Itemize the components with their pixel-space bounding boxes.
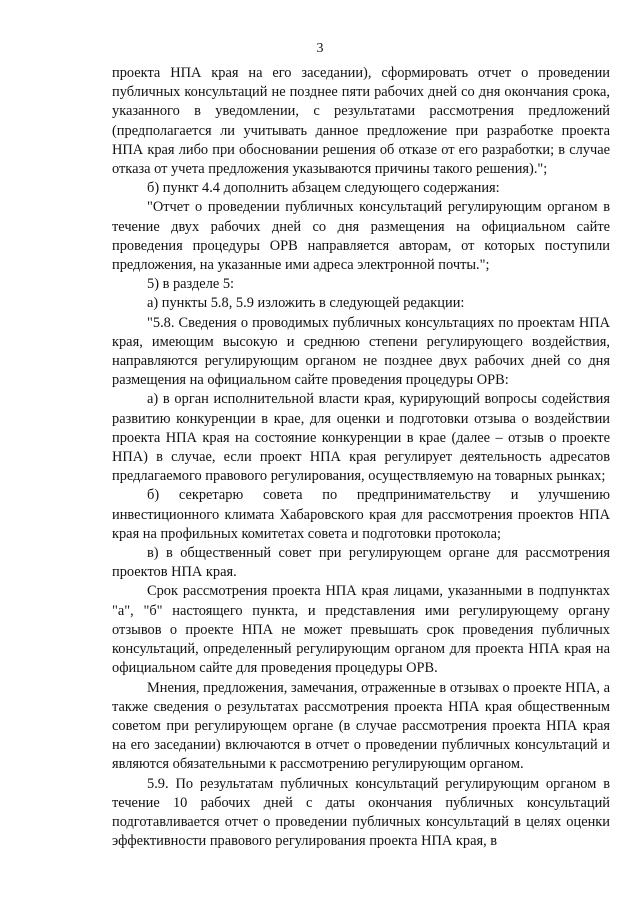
- paragraph-11: Мнения, предложения, замечания, отраженные в отзывах о проекте НПА, а также сведения о результатах рассмотрения проекта НПА края общественным советом при регулирующем органе (в случае рассмотрения проекта НПА края на его заседании) включаются в отчет о проведении публичных консультаций и являются обязательными к рассмотрению регулирующим органом.: [112, 679, 610, 773]
- paragraph-12: 5.9. По результатам публичных консультаций регулирующим органом в течение 10 рабочих дней с даты окончания публичных консультаций подготавливается отчет о проведении публичных консультаций в целях оценки эффективности правового регулирования проекта НПА края, в: [112, 775, 610, 850]
- paragraph-4: 5) в разделе 5:: [147, 276, 235, 293]
- paragraph-6: "5.8. Сведения о проводимых публичных консультациях по проектам НПА края, имеющим высокую и среднюю степени регулирующего воздействия, направляются регулирующим органом не позднее двух рабочих дней со дня размещения на официальном сайте проведения процедуры ОРВ:: [112, 314, 610, 389]
- paragraph-2: б) пункт 4.4 дополнить абзацем следующего содержания:: [147, 180, 500, 197]
- paragraph-8: б) секретарю совета по предпринимательству и улучшению инвестиционного климата Хабаровского края для рассмотрения проектов НПА края на профильных комитетах совета и подготовки протокола;: [112, 487, 610, 542]
- paragraph-5: а) пункты 5.8, 5.9 изложить в следующей редакции:: [147, 295, 465, 312]
- paragraph-7: а) в орган исполнительной власти края, курирующий вопросы содействия развитию конкуренции в крае, для оценки и подготовки отзыва о воздействии проекта НПА края на состояние конкуренции в крае (далее – отзыв о проекте НПА) в случае, если проект НПА края регулирует деятельность адресатов предлагаемого правового регулирования, осуществляемую на товарных рынках;: [112, 391, 610, 485]
- paragraph-9: в) в общественный совет при регулирующем органе для рассмотрения проектов НПА края.: [112, 545, 610, 581]
- paragraph-3: "Отчет о проведении публичных консультаций регулирующим органом в течение двух рабочих дней со дня размещения на официальном сайте проведения процедуры ОРВ направляется авторам, от которых поступили предложения, на указанные ими адреса электронной почты.";: [112, 199, 610, 274]
- paragraph-10: Срок рассмотрения проекта НПА края лицами, указанными в подпунктах "а", "б" настоящего пункта, и представления ими регулирующему органу отзывов о проекте НПА не может превышать срок проведения публичных консультаций, определенный регулирующим органом для проекта НПА края на официальном сайте для проведения процедуры ОРВ.: [112, 583, 610, 677]
- document-body: [112, 64, 610, 851]
- page-number: 3: [316, 41, 324, 56]
- paragraph-1: проекта НПА края на его заседании), сформировать отчет о проведении публичных консультаций не позднее пяти рабочих дней со дня окончания срока, указанного в уведомлении, с результатами рассмотрения предложений (предполагается ли учитывать данное предложение при разработке проекта НПА края либо при обосновании решения об отказе от его разработки; в случае отказа от учета предложения указываются причины такого решения).";: [112, 65, 610, 178]
